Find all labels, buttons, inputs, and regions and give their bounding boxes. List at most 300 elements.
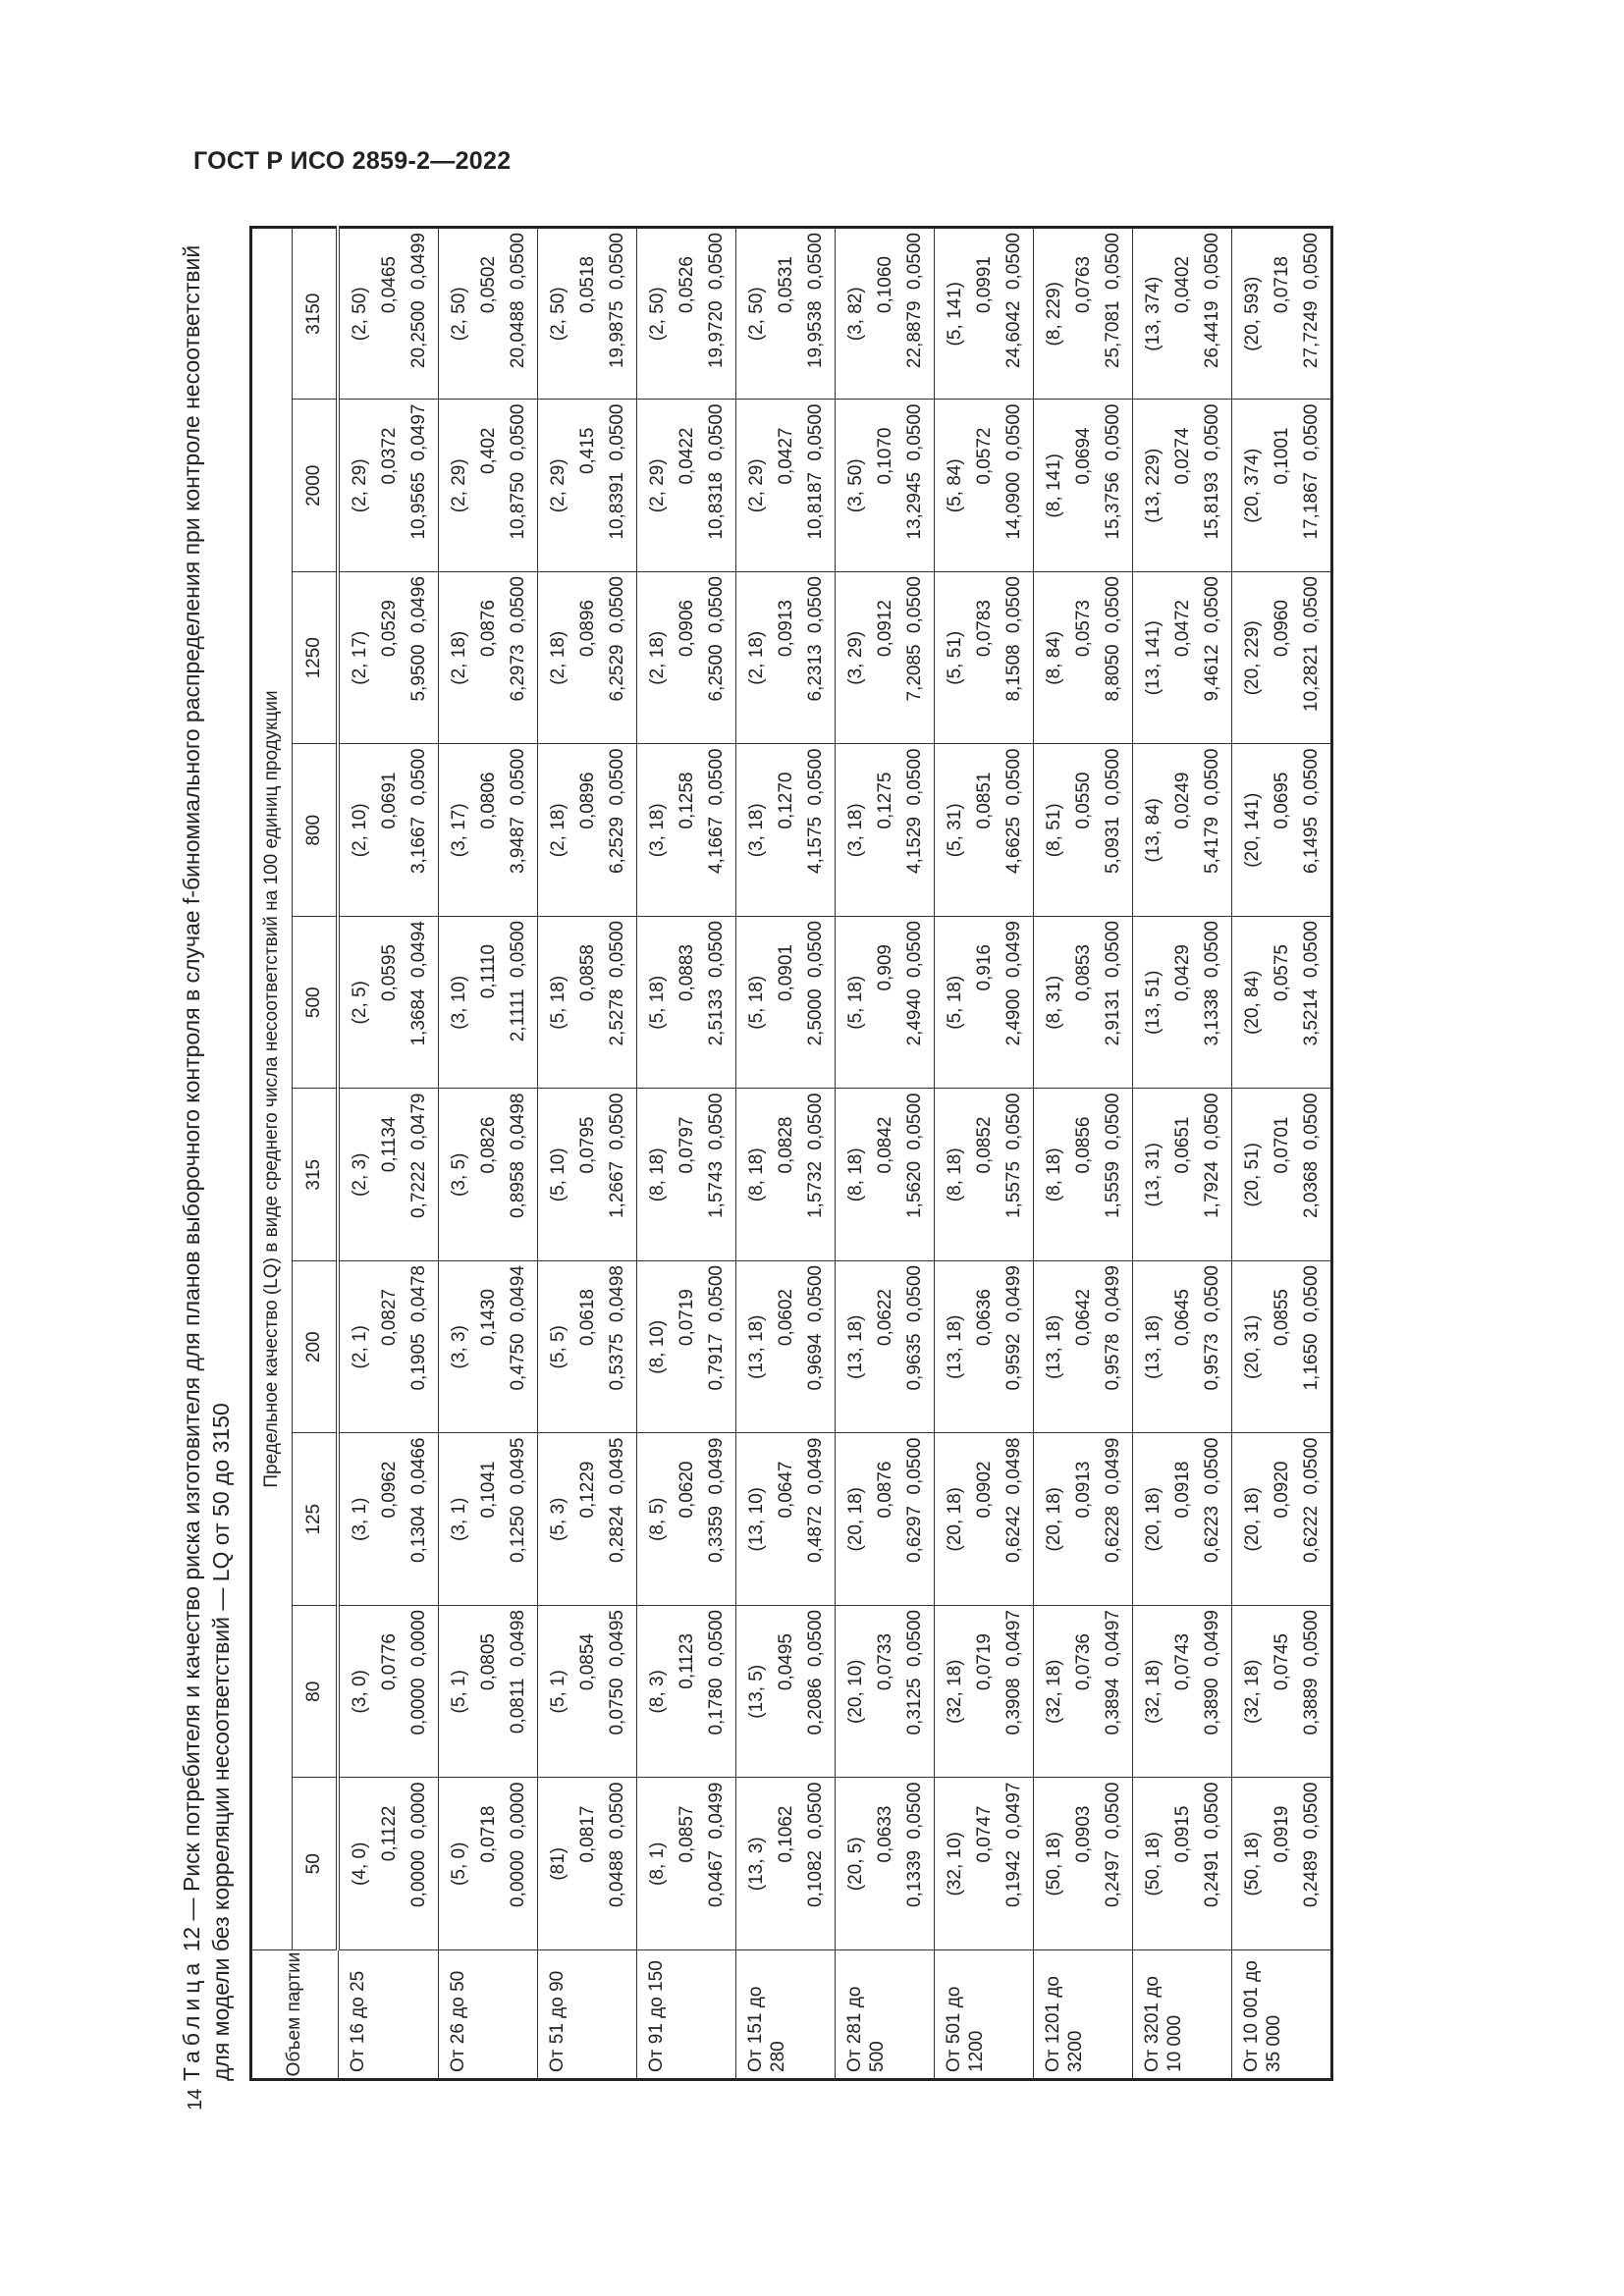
plan-cell xyxy=(1034,400,1133,572)
table-row xyxy=(538,228,637,2080)
sampling-plan: (13, 31) xyxy=(1143,1143,1164,1207)
quality-risk-pair: 9,4612 0,0500 xyxy=(1202,576,1222,702)
column-header-lq-200: 200 xyxy=(293,1261,339,1434)
plan-cell xyxy=(439,572,538,745)
quality-risk-pair: 0,6297 0,0500 xyxy=(904,1437,925,1564)
plan-cell xyxy=(338,744,439,917)
consumer-risk: 0,0962 xyxy=(379,1461,400,1519)
consumer-risk: 0,0991 xyxy=(974,256,995,314)
sampling-plan: (8, 18) xyxy=(746,1148,767,1202)
plan-cell xyxy=(439,228,538,400)
caption-prefix: Таблица xyxy=(179,1957,204,2081)
plan-cell xyxy=(935,1606,1034,1779)
column-header-lq-50: 50 xyxy=(293,1778,339,1950)
plan-cell xyxy=(338,1261,439,1434)
sampling-plan: (5, 18) xyxy=(647,975,668,1030)
consumer-risk: 0,1110 xyxy=(478,944,499,999)
consumer-risk: 0,0856 xyxy=(1073,1116,1094,1174)
sampling-plan: (5, 1) xyxy=(449,1670,469,1714)
quality-risk-pair: 2,5278 0,0500 xyxy=(607,921,627,1046)
quality-risk-pair: 20,0488 0,0500 xyxy=(508,233,528,369)
sampling-plan: (13, 18) xyxy=(845,1314,866,1379)
quality-risk-pair: 3,5214 0,0500 xyxy=(1301,921,1322,1046)
consumer-risk: 0,0915 xyxy=(1172,1805,1193,1863)
consumer-risk: 0,0402 xyxy=(1172,256,1193,314)
consumer-risk: 0,0805 xyxy=(478,1633,499,1691)
sampling-plan: (8, 18) xyxy=(647,1148,668,1202)
plan-cell xyxy=(439,1778,538,1950)
consumer-risk: 0,0920 xyxy=(1272,1461,1292,1519)
consumer-risk: 0,0575 xyxy=(1272,944,1292,1002)
plan-cell xyxy=(1133,1606,1232,1779)
quality-risk-pair: 25,7081 0,0500 xyxy=(1103,233,1123,369)
consumer-risk: 0,0694 xyxy=(1073,427,1094,485)
plan-cell xyxy=(1034,917,1133,1090)
sampling-plan: (13, 3) xyxy=(746,1837,767,1892)
sampling-plan: (5, 5) xyxy=(548,1325,568,1369)
plan-cell xyxy=(935,1261,1034,1434)
consumer-risk: 0,1122 xyxy=(379,1805,400,1862)
sampling-plan: (5, 10) xyxy=(548,1148,568,1202)
column-header-lq-80: 80 xyxy=(293,1606,339,1779)
plan-cell xyxy=(1232,1606,1332,1779)
plan-cell xyxy=(935,228,1034,400)
plan-cell xyxy=(935,400,1034,572)
plan-cell xyxy=(1232,1261,1332,1434)
consumer-risk: 0,1041 xyxy=(478,1461,499,1519)
plan-cell xyxy=(836,572,935,745)
plan-cell xyxy=(836,400,935,572)
consumer-risk: 0,0918 xyxy=(1172,1461,1193,1519)
sampling-plan: (13, 18) xyxy=(1044,1314,1064,1379)
quality-risk-pair: 3,1338 0,0500 xyxy=(1202,921,1222,1046)
plan-cell xyxy=(1034,1089,1133,1261)
sampling-plan: (2, 29) xyxy=(746,458,767,513)
consumer-risk: 0,1258 xyxy=(677,772,697,829)
quality-risk-pair: 0,9573 0,0500 xyxy=(1202,1265,1222,1391)
sampling-plan: (3, 1) xyxy=(449,1497,469,1541)
quality-risk-pair: 6,2973 0,0500 xyxy=(508,576,528,702)
plan-cell xyxy=(1034,228,1133,400)
sampling-plan: (13, 18) xyxy=(1143,1314,1164,1379)
consumer-risk: 0,0645 xyxy=(1172,1289,1193,1347)
sampling-plan: (2, 18) xyxy=(746,630,767,685)
quality-risk-pair: 10,9565 0,0497 xyxy=(408,403,429,540)
table-row xyxy=(1133,228,1232,2080)
consumer-risk: 0,0902 xyxy=(974,1461,995,1519)
plan-cell xyxy=(1034,1606,1133,1779)
quality-risk-pair: 19,9875 0,0500 xyxy=(607,233,627,369)
sampling-plan: (20, 141) xyxy=(1242,792,1263,868)
document-header: ГОСТ Р ИСО 2859-2—2022 xyxy=(193,147,512,175)
consumer-risk: 0,0572 xyxy=(974,427,995,485)
plan-cell xyxy=(439,1606,538,1779)
quality-risk-pair: 24,6042 0,0500 xyxy=(1003,233,1024,369)
plan-cell xyxy=(637,1606,736,1779)
plan-cell xyxy=(736,1778,836,1950)
quality-risk-pair: 2,5133 0,0500 xyxy=(706,921,727,1046)
plan-cell xyxy=(1034,1261,1133,1434)
plan-cell xyxy=(1133,1778,1232,1950)
table-row xyxy=(338,228,439,2080)
consumer-risk: 0,0896 xyxy=(577,772,598,829)
sampling-plan: (13, 18) xyxy=(746,1314,767,1379)
sampling-plan: (2, 5) xyxy=(350,981,370,1025)
plan-cell xyxy=(439,917,538,1090)
quality-risk-pair: 0,9578 0,0499 xyxy=(1103,1265,1123,1391)
sampling-plan: (3, 50) xyxy=(845,458,866,513)
plan-cell xyxy=(836,744,935,917)
sampling-plan: (2, 17) xyxy=(350,630,370,685)
plan-cell xyxy=(637,1433,736,1606)
consumer-risk: 0,0876 xyxy=(875,1461,895,1519)
plan-cell xyxy=(338,228,439,400)
lot-size-cell: От 10 001 до 35 000 xyxy=(1232,1950,1332,2080)
quality-risk-pair: 0,7917 0,0500 xyxy=(706,1265,727,1391)
plan-cell xyxy=(538,400,637,572)
consumer-risk: 0,0903 xyxy=(1073,1805,1094,1863)
sampling-plan: (5, 3) xyxy=(548,1497,568,1541)
quality-risk-pair: 0,9694 0,0500 xyxy=(805,1265,826,1391)
quality-risk-pair: 0,3894 0,0497 xyxy=(1103,1610,1123,1735)
consumer-risk: 0,0806 xyxy=(478,772,499,829)
lot-size-cell: От 26 до 50 xyxy=(439,1950,538,2080)
consumer-risk: 0,1275 xyxy=(875,772,895,829)
sampling-plan: (3, 10) xyxy=(449,975,469,1030)
lot-size-cell: От 281 до 500 xyxy=(836,1950,935,2080)
quality-risk-pair: 0,0488 0,0500 xyxy=(607,1782,627,1908)
plan-cell xyxy=(1133,1433,1232,1606)
quality-risk-pair: 0,7222 0,0479 xyxy=(408,1093,429,1219)
plan-cell xyxy=(736,572,836,745)
quality-risk-pair: 2,0368 0,0500 xyxy=(1301,1093,1322,1219)
rotated-table-region xyxy=(177,226,1453,2081)
quality-risk-pair: 0,9635 0,0500 xyxy=(904,1265,925,1391)
consumer-risk: 0,0719 xyxy=(677,1289,697,1347)
sampling-plan: (50, 18) xyxy=(1044,1832,1064,1896)
quality-risk-pair: 0,1339 0,0500 xyxy=(904,1782,925,1908)
sampling-plan: (2, 18) xyxy=(647,630,668,685)
plan-cell xyxy=(1133,917,1232,1090)
consumer-risk: 0,0472 xyxy=(1172,600,1193,658)
sampling-plan: (3, 82) xyxy=(845,287,866,342)
consumer-risk: 0,0701 xyxy=(1272,1116,1292,1174)
plan-cell xyxy=(935,1778,1034,1950)
sampling-plan: (20, 84) xyxy=(1242,970,1263,1035)
sampling-plan: (32, 18) xyxy=(1242,1659,1263,1724)
table-row xyxy=(1034,228,1133,2080)
quality-risk-pair: 0,6228 0,0499 xyxy=(1103,1437,1123,1564)
consumer-risk: 0,0465 xyxy=(379,256,400,314)
plan-cell xyxy=(736,228,836,400)
consumer-risk: 0,0776 xyxy=(379,1633,400,1691)
plan-cell xyxy=(1232,1778,1332,1950)
sampling-plan: (13, 374) xyxy=(1143,276,1164,351)
plan-cell xyxy=(637,917,736,1090)
consumer-risk: 0,0718 xyxy=(478,1805,499,1863)
lq-group-header: Предельное качество (LQ) в виде среднего числа несоответствий на 100 единиц продукции xyxy=(251,228,293,1950)
sampling-plan: (8, 141) xyxy=(1044,454,1064,518)
plan-cell xyxy=(935,572,1034,745)
quality-risk-pair: 4,1575 0,0500 xyxy=(805,748,826,875)
quality-risk-pair: 10,8391 0,0500 xyxy=(607,403,627,540)
consumer-risk: 0,0919 xyxy=(1272,1805,1292,1863)
consumer-risk: 0,0550 xyxy=(1073,772,1094,829)
quality-risk-pair: 0,3908 0,0497 xyxy=(1003,1610,1024,1735)
sampling-plan: (20, 18) xyxy=(845,1487,866,1552)
quality-risk-pair: 3,9487 0,0500 xyxy=(508,748,528,875)
sampling-plan: (2, 18) xyxy=(548,630,568,685)
plan-cell xyxy=(935,744,1034,917)
sampling-plan: (13, 229) xyxy=(1143,448,1164,523)
quality-risk-pair: 0,0000 0,0000 xyxy=(408,1782,429,1908)
quality-risk-pair: 4,1667 0,0500 xyxy=(706,748,727,875)
quality-risk-pair: 0,8958 0,0498 xyxy=(508,1093,528,1219)
quality-risk-pair: 5,9500 0,0496 xyxy=(408,576,429,702)
lot-size-header: Объем партии xyxy=(251,1950,339,2080)
sampling-plan: (8, 31) xyxy=(1044,975,1064,1030)
quality-risk-pair: 1,5620 0,0500 xyxy=(904,1093,925,1219)
plan-cell xyxy=(1232,1433,1332,1606)
sampling-plan: (8, 229) xyxy=(1044,282,1064,347)
consumer-risk: 0,0518 xyxy=(577,256,598,314)
quality-risk-pair: 6,2529 0,0500 xyxy=(607,576,627,702)
consumer-risk: 0,402 xyxy=(478,427,499,475)
quality-risk-pair: 0,2491 0,0500 xyxy=(1202,1782,1222,1908)
quality-risk-pair: 0,0750 0,0495 xyxy=(607,1610,627,1735)
plan-cell xyxy=(538,917,637,1090)
quality-risk-pair: 15,3756 0,0500 xyxy=(1103,403,1123,540)
consumer-risk: 0,909 xyxy=(875,944,895,991)
sampling-plan: (8, 5) xyxy=(647,1497,668,1541)
sampling-plan: (8, 3) xyxy=(647,1670,668,1714)
quality-risk-pair: 0,3889 0,0500 xyxy=(1301,1610,1322,1735)
quality-risk-pair: 5,4179 0,0500 xyxy=(1202,748,1222,875)
sampling-plan: (2, 29) xyxy=(350,458,370,513)
plan-cell xyxy=(1232,400,1332,572)
table-row xyxy=(935,228,1034,2080)
quality-risk-pair: 27,7249 0,0500 xyxy=(1301,233,1322,369)
sampling-plan: (8, 18) xyxy=(945,1148,965,1202)
plan-cell xyxy=(637,1778,736,1950)
quality-risk-pair: 0,1780 0,0500 xyxy=(706,1610,727,1735)
quality-risk-pair: 1,3684 0,0494 xyxy=(408,921,429,1046)
plan-cell xyxy=(736,400,836,572)
plan-cell xyxy=(836,1778,935,1950)
consumer-risk: 0,0427 xyxy=(776,427,796,485)
sampling-plan: (13, 51) xyxy=(1143,970,1164,1035)
consumer-risk: 0,0842 xyxy=(875,1116,895,1174)
consumer-risk: 0,0422 xyxy=(677,427,697,485)
column-header-lq-1250: 1250 xyxy=(293,572,339,745)
quality-risk-pair: 0,2497 0,0500 xyxy=(1103,1782,1123,1908)
plan-cell xyxy=(439,1261,538,1434)
consumer-risk: 0,0851 xyxy=(974,772,995,829)
quality-risk-pair: 19,9538 0,0500 xyxy=(805,233,826,369)
plan-cell xyxy=(836,1433,935,1606)
sampling-plan: (2, 50) xyxy=(548,287,568,342)
table-row xyxy=(736,228,836,2080)
consumer-risk: 0,0502 xyxy=(478,256,499,314)
sampling-plan: (3, 5) xyxy=(449,1152,469,1197)
consumer-risk: 0,0852 xyxy=(974,1116,995,1174)
quality-risk-pair: 1,5732 0,0500 xyxy=(805,1093,826,1219)
plan-cell xyxy=(1133,400,1232,572)
quality-risk-pair: 19,9720 0,0500 xyxy=(706,233,727,369)
consumer-risk: 0,1430 xyxy=(478,1289,499,1347)
sampling-plan: (3, 18) xyxy=(746,803,767,858)
plan-cell xyxy=(538,1433,637,1606)
quality-risk-pair: 10,8187 0,0500 xyxy=(805,403,826,540)
consumer-risk: 0,1123 xyxy=(677,1633,697,1689)
quality-risk-pair: 2,5000 0,0500 xyxy=(805,921,826,1046)
consumer-risk: 0,0633 xyxy=(875,1805,895,1863)
sampling-plan: (3, 1) xyxy=(350,1497,370,1541)
plan-cell xyxy=(836,1606,935,1779)
lot-size-cell: От 3201 до 10 000 xyxy=(1133,1950,1232,2080)
sampling-plan: (3, 29) xyxy=(845,630,866,685)
sampling-plan: (2, 29) xyxy=(647,458,668,513)
sampling-plan: (13, 141) xyxy=(1143,620,1164,696)
consumer-risk: 0,0797 xyxy=(677,1116,697,1174)
plan-cell xyxy=(439,1089,538,1261)
consumer-risk: 0,0855 xyxy=(1272,1289,1292,1347)
plan-cell xyxy=(538,1778,637,1950)
consumer-risk: 0,0495 xyxy=(776,1633,796,1691)
plan-cell xyxy=(538,572,637,745)
sampling-plan: (20, 10) xyxy=(845,1659,866,1724)
lot-size-cell: От 1201 до 3200 xyxy=(1034,1950,1133,2080)
consumer-risk: 0,0858 xyxy=(577,944,598,1002)
consumer-risk: 0,0249 xyxy=(1172,772,1193,829)
consumer-risk: 0,0913 xyxy=(776,600,796,658)
plan-cell xyxy=(935,917,1034,1090)
quality-risk-pair: 1,2667 0,0500 xyxy=(607,1093,627,1219)
consumer-risk: 0,0795 xyxy=(577,1116,598,1174)
sampling-plan: (3, 18) xyxy=(845,803,866,858)
consumer-risk: 0,0372 xyxy=(379,427,400,485)
table-row xyxy=(1232,228,1332,2080)
consumer-risk: 0,0763 xyxy=(1073,256,1094,314)
sampling-plan: (20, 229) xyxy=(1242,620,1263,696)
quality-risk-pair: 1,5743 0,0500 xyxy=(706,1093,727,1219)
plan-cell xyxy=(338,1778,439,1950)
consumer-risk: 0,0602 xyxy=(776,1289,796,1347)
consumer-risk: 0,0622 xyxy=(875,1289,895,1347)
quality-risk-pair: 15,8193 0,0500 xyxy=(1202,403,1222,540)
sampling-plan: (2, 50) xyxy=(449,287,469,342)
quality-risk-pair: 4,1529 0,0500 xyxy=(904,748,925,875)
column-header-lq-125: 125 xyxy=(293,1433,339,1606)
consumer-risk: 0,0912 xyxy=(875,600,895,658)
quality-risk-pair: 13,2945 0,0500 xyxy=(904,403,925,540)
plan-cell xyxy=(736,917,836,1090)
sampling-plan: (20, 374) xyxy=(1242,448,1263,523)
sampling-plan: (20, 18) xyxy=(1242,1487,1263,1552)
table-row xyxy=(439,228,538,2080)
quality-risk-pair: 6,2313 0,0500 xyxy=(805,576,826,702)
quality-risk-pair: 0,0467 0,0499 xyxy=(706,1782,727,1908)
sampling-plan: (8, 1) xyxy=(647,1842,668,1886)
plan-cell xyxy=(836,228,935,400)
quality-risk-pair: 0,3125 0,0500 xyxy=(904,1610,925,1735)
quality-risk-pair: 0,2086 0,0500 xyxy=(805,1610,826,1735)
quality-risk-pair: 10,8318 0,0500 xyxy=(706,403,727,540)
plan-cell xyxy=(736,1089,836,1261)
sampling-plan: (5, 18) xyxy=(945,975,965,1030)
plan-cell xyxy=(1133,572,1232,745)
quality-risk-pair: 0,6223 0,0500 xyxy=(1202,1437,1222,1564)
plan-cell xyxy=(538,1261,637,1434)
quality-risk-pair: 0,5375 0,0498 xyxy=(607,1265,627,1391)
sampling-plan: (3, 0) xyxy=(350,1670,370,1714)
plan-cell xyxy=(538,228,637,400)
plan-cell xyxy=(637,1261,736,1434)
quality-risk-pair: 0,2824 0,0495 xyxy=(607,1437,627,1564)
sampling-plan: (2, 3) xyxy=(350,1152,370,1197)
consumer-risk: 0,0620 xyxy=(677,1461,697,1519)
quality-risk-pair: 20,2500 0,0499 xyxy=(408,233,429,369)
consumer-risk: 0,0853 xyxy=(1073,944,1094,1002)
sampling-plan: (5, 51) xyxy=(945,630,965,685)
plan-cell xyxy=(637,572,736,745)
quality-risk-pair: 0,0811 0,0498 xyxy=(508,1610,528,1735)
consumer-risk: 0,0745 xyxy=(1272,1633,1292,1691)
sampling-plan: (13, 10) xyxy=(746,1487,767,1552)
sampling-plan: (5, 18) xyxy=(548,975,568,1030)
quality-risk-pair: 1,5559 0,0500 xyxy=(1103,1093,1123,1219)
lot-size-cell: От 151 до 280 xyxy=(736,1950,836,2080)
sampling-plan: (20, 31) xyxy=(1242,1314,1263,1379)
plan-cell xyxy=(736,1261,836,1434)
column-header-lq-315: 315 xyxy=(293,1089,339,1261)
sampling-plan: (32, 10) xyxy=(945,1832,965,1896)
consumer-risk: 0,916 xyxy=(974,944,995,991)
quality-risk-pair: 0,3359 0,0499 xyxy=(706,1437,727,1564)
sampling-plan: (13, 84) xyxy=(1143,798,1164,863)
consumer-risk: 0,0651 xyxy=(1172,1116,1193,1174)
consumer-risk: 0,0826 xyxy=(478,1116,499,1174)
plan-cell xyxy=(736,744,836,917)
consumer-risk: 0,0817 xyxy=(577,1805,598,1863)
sampling-plan: (5, 141) xyxy=(945,282,965,347)
sampling-plan: (2, 29) xyxy=(548,458,568,513)
table-row xyxy=(637,228,736,2080)
column-header-row xyxy=(293,228,339,2080)
sampling-plan: (50, 18) xyxy=(1143,1832,1164,1896)
consumer-risk: 0,1134 xyxy=(379,1116,400,1173)
consumer-risk: 0,0896 xyxy=(577,600,598,658)
quality-risk-pair: 0,2489 0,0500 xyxy=(1301,1782,1322,1908)
consumer-risk: 0,0695 xyxy=(1272,772,1292,829)
sampling-plan: (32, 18) xyxy=(1044,1659,1064,1724)
quality-risk-pair: 0,0000 0,0000 xyxy=(408,1610,429,1735)
table-body xyxy=(338,228,1332,2080)
sampling-plan: (5, 1) xyxy=(548,1670,568,1714)
consumer-risk: 0,1001 xyxy=(1272,427,1292,485)
quality-risk-pair: 0,1905 0,0478 xyxy=(408,1265,429,1391)
plan-cell xyxy=(1034,1433,1133,1606)
plan-cell xyxy=(538,1089,637,1261)
page-number: 14 xyxy=(185,2088,206,2110)
sampling-plan: (2, 18) xyxy=(548,803,568,858)
plan-cell xyxy=(935,1089,1034,1261)
quality-risk-pair: 4,6625 0,0500 xyxy=(1003,748,1024,875)
quality-risk-pair: 3,1667 0,0500 xyxy=(408,748,429,875)
plan-cell xyxy=(637,400,736,572)
plan-cell xyxy=(1232,1089,1332,1261)
quality-risk-pair: 2,4940 0,0500 xyxy=(904,921,925,1046)
